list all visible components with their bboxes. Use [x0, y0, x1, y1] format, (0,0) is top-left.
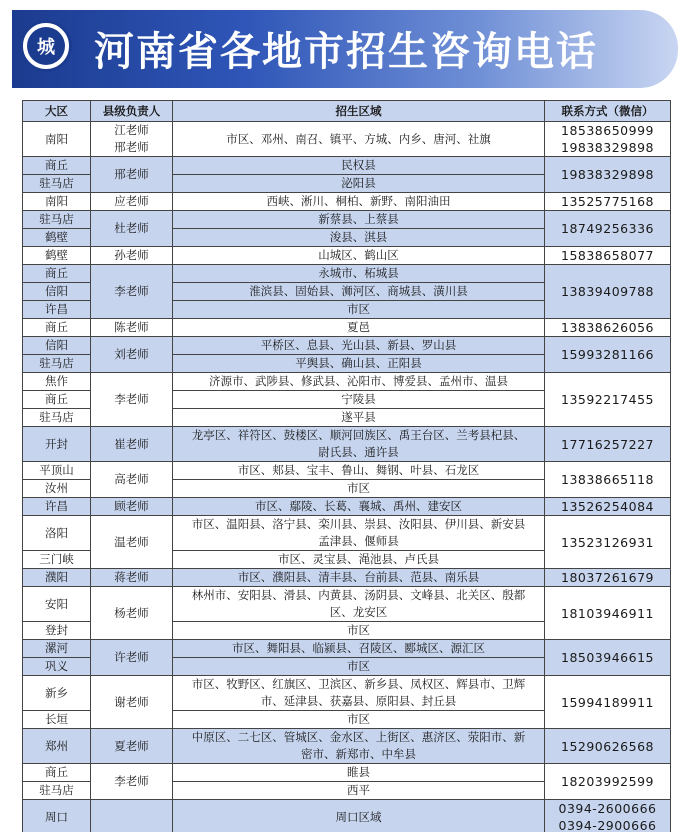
table-row	[23, 337, 671, 355]
person-cell: 孙老师	[91, 247, 173, 265]
person-cell: 夏老师	[91, 729, 173, 764]
person-cell: 刘老师	[91, 337, 173, 373]
phone-cell: 13525775168	[545, 193, 671, 211]
region-cell: 巩义	[23, 658, 91, 676]
table-row	[23, 193, 671, 211]
table-row	[23, 764, 671, 782]
area-cell: 林州市、安阳县、滑县、内黄县、汤阴县、文峰县、北关区、殷都 区、龙安区	[173, 587, 545, 622]
area-cell: 睢县	[173, 764, 545, 782]
person-cell: 江老师 邢老师	[91, 122, 173, 157]
phone-cell: 13839409788	[545, 265, 671, 319]
person-cell: 杜老师	[91, 211, 173, 247]
person-cell: 崔老师	[91, 427, 173, 462]
table-row	[23, 800, 671, 832]
region-cell: 南阳	[23, 122, 91, 157]
phone-cell: 17716257227	[545, 427, 671, 462]
person-cell: 谢老师	[91, 676, 173, 729]
table-row	[23, 640, 671, 658]
table-row	[23, 729, 671, 764]
table-row	[23, 211, 671, 229]
area-cell: 市区、鄢陵、长葛、襄城、禹州、建安区	[173, 498, 545, 516]
phone-cell: 18538650999 19838329898	[545, 122, 671, 157]
phone-cell: 18749256336	[545, 211, 671, 247]
area-cell: 市区、舞阳县、临颍县、召陵区、郾城区、源汇区	[173, 640, 545, 658]
region-cell: 新乡	[23, 676, 91, 711]
area-cell: 周口区域	[173, 800, 545, 832]
person-cell: 顾老师	[91, 498, 173, 516]
table-row	[23, 462, 671, 480]
area-cell: 市区、邓州、南召、镇平、方城、内乡、唐河、社旗	[173, 122, 545, 157]
area-cell: 山城区、鹤山区	[173, 247, 545, 265]
area-cell: 市区、灵宝县、渑池县、卢氏县	[173, 551, 545, 569]
header-phone: 联系方式（微信）	[545, 101, 671, 122]
table-row	[23, 498, 671, 516]
phone-cell: 13523126931	[545, 516, 671, 569]
person-cell: 高老师	[91, 462, 173, 498]
region-cell: 鹤壁	[23, 229, 91, 247]
table-row	[23, 427, 671, 462]
area-cell: 淮滨县、固始县、浉河区、商城县、潢川县	[173, 283, 545, 301]
region-cell: 商丘	[23, 157, 91, 175]
table-header-row	[23, 101, 671, 122]
region-cell: 平顶山	[23, 462, 91, 480]
area-cell: 市区	[173, 622, 545, 640]
region-cell: 驻马店	[23, 782, 91, 800]
phone-cell: 19838329898	[545, 157, 671, 193]
region-cell: 南阳	[23, 193, 91, 211]
phone-cell: 13838626056	[545, 319, 671, 337]
area-cell: 市区	[173, 480, 545, 498]
table-row	[23, 157, 671, 175]
person-cell: 李老师	[91, 764, 173, 800]
phone-cell: 18103946911	[545, 587, 671, 640]
area-cell: 市区、濮阳县、清丰县、台前县、范县、南乐县	[173, 569, 545, 587]
region-cell: 安阳	[23, 587, 91, 622]
region-cell: 漯河	[23, 640, 91, 658]
school-logo	[20, 20, 72, 72]
phone-cell: 15290626568	[545, 729, 671, 764]
table-row	[23, 676, 671, 711]
region-cell: 商丘	[23, 265, 91, 283]
area-cell: 民权县	[173, 157, 545, 175]
header-area: 招生区域	[173, 101, 545, 122]
person-cell: 陈老师	[91, 319, 173, 337]
person-cell: 温老师	[91, 516, 173, 569]
region-cell: 洛阳	[23, 516, 91, 551]
phone-cell: 15994189911	[545, 676, 671, 729]
person-cell: 杨老师	[91, 587, 173, 640]
area-cell: 市区、郏县、宝丰、鲁山、舞钢、叶县、石龙区	[173, 462, 545, 480]
region-cell: 鹤壁	[23, 247, 91, 265]
region-cell: 驻马店	[23, 355, 91, 373]
person-cell: 应老师	[91, 193, 173, 211]
contact-table	[22, 100, 671, 832]
phone-cell: 15993281166	[545, 337, 671, 373]
table-row	[23, 516, 671, 551]
phone-cell: 0394-2600666 0394-2900666	[545, 800, 671, 832]
region-cell: 驻马店	[23, 175, 91, 193]
region-cell: 周口	[23, 800, 91, 832]
person-cell: 李老师	[91, 265, 173, 319]
area-cell: 西峡、淅川、桐柏、新野、南阳油田	[173, 193, 545, 211]
table-row	[23, 587, 671, 622]
person-cell: 蒋老师	[91, 569, 173, 587]
area-cell: 市区	[173, 658, 545, 676]
area-cell: 龙亭区、祥符区、鼓楼区、顺河回族区、禹王台区、兰考县杞县、 尉氏县、通许县	[173, 427, 545, 462]
table-row	[23, 265, 671, 283]
region-cell: 濮阳	[23, 569, 91, 587]
region-cell: 信阳	[23, 337, 91, 355]
area-cell: 浚县、淇县	[173, 229, 545, 247]
table-row	[23, 122, 671, 157]
region-cell: 驻马店	[23, 211, 91, 229]
area-cell: 平舆县、确山县、正阳县	[173, 355, 545, 373]
region-cell: 郑州	[23, 729, 91, 764]
area-cell: 市区、牧野区、红旗区、卫滨区、新乡县、凤权区、辉县市、卫辉 市、延津县、获嘉县、原阳县、封丘县	[173, 676, 545, 711]
area-cell: 宁陵县	[173, 391, 545, 409]
region-cell: 许昌	[23, 498, 91, 516]
region-cell: 开封	[23, 427, 91, 462]
area-cell: 永城市、柘城县	[173, 265, 545, 283]
table-row	[23, 319, 671, 337]
school-logo-glyph: 城	[27, 27, 65, 65]
region-cell: 长垣	[23, 711, 91, 729]
area-cell: 市区、温阳县、洛宁县、栾川县、崇县、汝阳县、伊川县、新安县 孟津县、偃师县	[173, 516, 545, 551]
phone-cell: 13592217455	[545, 373, 671, 427]
area-cell: 泌阳县	[173, 175, 545, 193]
phone-cell: 18037261679	[545, 569, 671, 587]
area-cell: 新蔡县、上蔡县	[173, 211, 545, 229]
person-cell: 邢老师	[91, 157, 173, 193]
area-cell: 市区	[173, 301, 545, 319]
header-person: 县级负责人	[91, 101, 173, 122]
region-cell: 商丘	[23, 319, 91, 337]
region-cell: 许昌	[23, 301, 91, 319]
phone-cell: 18203992599	[545, 764, 671, 800]
header-region: 大区	[23, 101, 91, 122]
region-cell: 汝州	[23, 480, 91, 498]
person-cell: 李老师	[91, 373, 173, 427]
person-cell: 许老师	[91, 640, 173, 676]
person-cell	[91, 800, 173, 832]
table-row	[23, 373, 671, 391]
region-cell: 登封	[23, 622, 91, 640]
region-cell: 焦作	[23, 373, 91, 391]
region-cell: 驻马店	[23, 409, 91, 427]
area-cell: 平桥区、息县、光山县、新县、罗山县	[173, 337, 545, 355]
region-cell: 商丘	[23, 764, 91, 782]
phone-cell: 15838658077	[545, 247, 671, 265]
region-cell: 商丘	[23, 391, 91, 409]
area-cell: 市区	[173, 711, 545, 729]
area-cell: 西平	[173, 782, 545, 800]
region-cell: 三门峡	[23, 551, 91, 569]
region-cell: 信阳	[23, 283, 91, 301]
area-cell: 济源市、武陟县、修武县、沁阳市、博爱县、孟州市、温县	[173, 373, 545, 391]
page-title: 河南省各地市招生咨询电话	[94, 29, 598, 75]
area-cell: 遂平县	[173, 409, 545, 427]
area-cell: 夏邑	[173, 319, 545, 337]
phone-cell: 13526254084	[545, 498, 671, 516]
phone-cell: 18503946615	[545, 640, 671, 676]
table-row	[23, 569, 671, 587]
table-row	[23, 247, 671, 265]
area-cell: 中原区、二七区、管城区、金水区、上街区、惠济区、荥阳市、新 密市、新郑市、中牟县	[173, 729, 545, 764]
phone-cell: 13838665118	[545, 462, 671, 498]
